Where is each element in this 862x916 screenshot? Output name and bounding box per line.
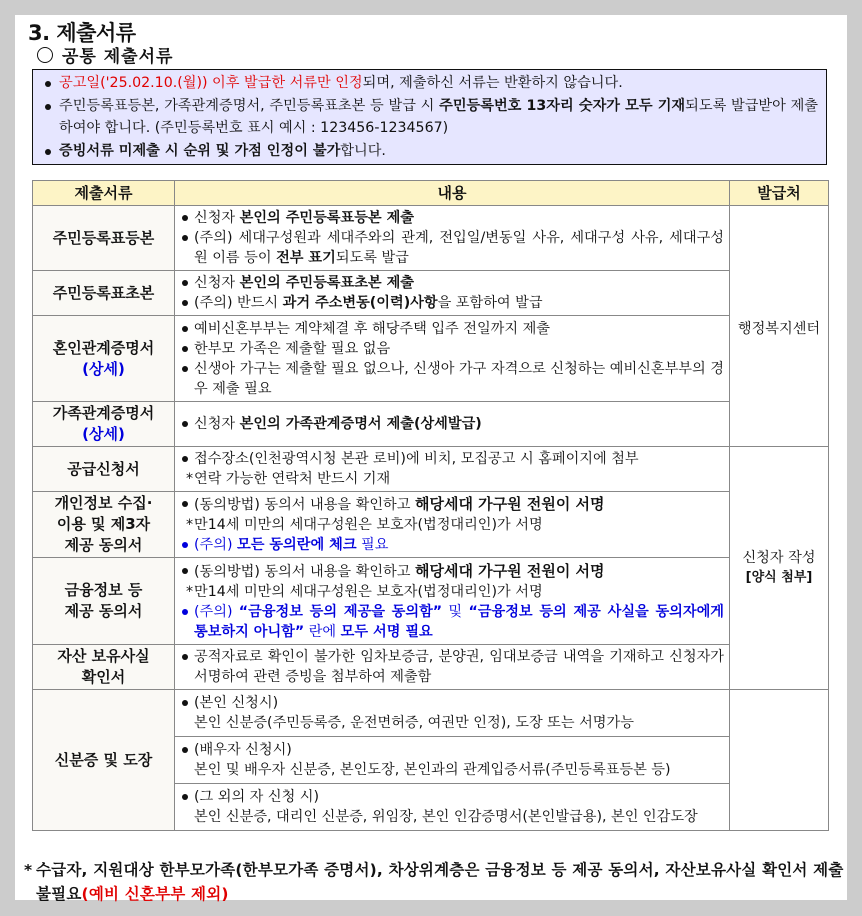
issuer-empty	[730, 690, 829, 831]
table-row	[33, 447, 829, 492]
subsection-title: 공통 제출서류	[37, 42, 173, 67]
table-row	[33, 206, 829, 271]
notice-box	[32, 69, 827, 165]
doc-content: 접수장소(인천광역시청 본관 로비)에 비치, 모집공고 시 홈페이지에 첨부 * 연락 가능한 연락처 반드시 기재	[175, 447, 730, 492]
doc-name: 가족관계증명서 (상세)	[33, 402, 175, 447]
doc-content: (본인 신청시) 본인 신분증(주민등록증, 운전면허증, 여권만 인정), 도장 또는 서명가능	[175, 690, 730, 737]
issuer-applicant: 신청자 작성 [양식 첨부]	[730, 447, 829, 690]
table-row	[33, 402, 829, 447]
doc-content: 신청자 본인의 주민등록표초본 제출 (주의) 반드시 과거 주소변동(이력)사항을 포함하여 발급	[175, 271, 730, 316]
table-row	[33, 316, 829, 402]
doc-name: 혼인관계증명서 (상세)	[33, 316, 175, 402]
doc-name: 공급신청서	[33, 447, 175, 492]
table-row	[33, 492, 829, 558]
table-row	[33, 271, 829, 316]
detail-link[interactable]: (상세)	[82, 425, 125, 443]
doc-content: (동의방법) 동의서 내용을 확인하고 해당세대 가구원 전원이 서명 * 만14세 미만의 세대구성원은 보호자(법정대리인)가 서명 (주의) “금융정보 등의 제공을 동의함” 및 “금융정보 등의 제공 사실을 동의자에게 통보하지 아니함” 란에 모두 서명 필요	[175, 558, 730, 645]
doc-content: 신청자 본인의 주민등록표등본 제출 (주의) 세대구성원과 세대주와의 관계, 전입일/변동일 사유, 세대구성 사유, 세대구성원 이름 등이 전부 표기되도록 발급	[175, 206, 730, 271]
issuer-admin-center: 행정복지센터	[730, 206, 829, 447]
section-title: 3. 제출서류	[28, 21, 136, 45]
doc-content: (동의방법) 동의서 내용을 확인하고 해당세대 가구원 전원이 서명 * 만14세 미만의 세대구성원은 보호자(법정대리인)가 서명 (주의) 모든 동의란에 체크 필요	[175, 492, 730, 558]
table-row	[33, 690, 829, 737]
header-issuer: 발급처	[730, 181, 829, 206]
detail-link[interactable]: (상세)	[82, 359, 125, 378]
notice-item: 공고일('25.02.10.(월)) 이후 발급한 서류만 인정되며, 제출하신 서류는 반환하지 않습니다.	[41, 72, 818, 94]
doc-name: 주민등록표등본	[33, 206, 175, 271]
doc-name: 주민등록표초본	[33, 271, 175, 316]
doc-content: 신청자 본인의 가족관계증명서 제출(상세발급)	[175, 402, 730, 447]
doc-name: 개인정보 수집· 이용 및 제3자 제공 동의서	[33, 492, 175, 558]
doc-name: 신분증 및 도장	[33, 690, 175, 831]
header-content: 내용	[175, 181, 730, 206]
footnote: * 수급자, 지원대상 한부모가족(한부모가족 증명서), 차상위계층은 금융정보 등 제공 동의서, 자산보유사실 확인서 제출 불필요(예비 신혼부부 제외)	[24, 861, 844, 903]
doc-content: 예비신혼부부는 계약체결 후 해당주택 입주 전일까지 제출 한부모 가족은 제출할 필요 없음 신생아 가구는 제출할 필요 없으나, 신생아 가구 자격으로 신청하는 예비신혼부부의 경우 제출 필요	[175, 316, 730, 402]
circle-icon	[37, 47, 53, 63]
doc-name: 금융정보 등 제공 동의서	[33, 558, 175, 645]
doc-name: 자산 보유사실 확인서	[33, 645, 175, 690]
doc-content: (그 외의 자 신청 시) 본인 신분증, 대리인 신분증, 위임장, 본인 인감증명서(본인발급용), 본인 인감도장	[175, 784, 730, 831]
header-document: 제출서류	[33, 181, 175, 206]
notice-item: 주민등록표등본, 가족관계증명서, 주민등록표초본 등 발급 시 주민등록번호 13자리 숫자가 모두 기재되도록 발급받아 제출하여야 합니다. (주민등록번호 표시 예시 : 123456-1234567)	[41, 95, 818, 139]
table-row	[33, 645, 829, 690]
table-header-row	[33, 181, 829, 206]
documents-table	[32, 180, 829, 831]
table-row	[33, 558, 829, 645]
notice-item: 증빙서류 미제출 시 순위 및 가점 인정이 불가합니다.	[41, 140, 818, 162]
doc-content: (배우자 신청시) 본인 및 배우자 신분증, 본인도장, 본인과의 관계입증서류(주민등록표등본 등)	[175, 737, 730, 784]
doc-content: 공적자료로 확인이 불가한 임차보증금, 분양권, 임대보증금 내역을 기재하고 신청자가 서명하여 관련 증빙을 첨부하여 제출함	[175, 645, 730, 690]
